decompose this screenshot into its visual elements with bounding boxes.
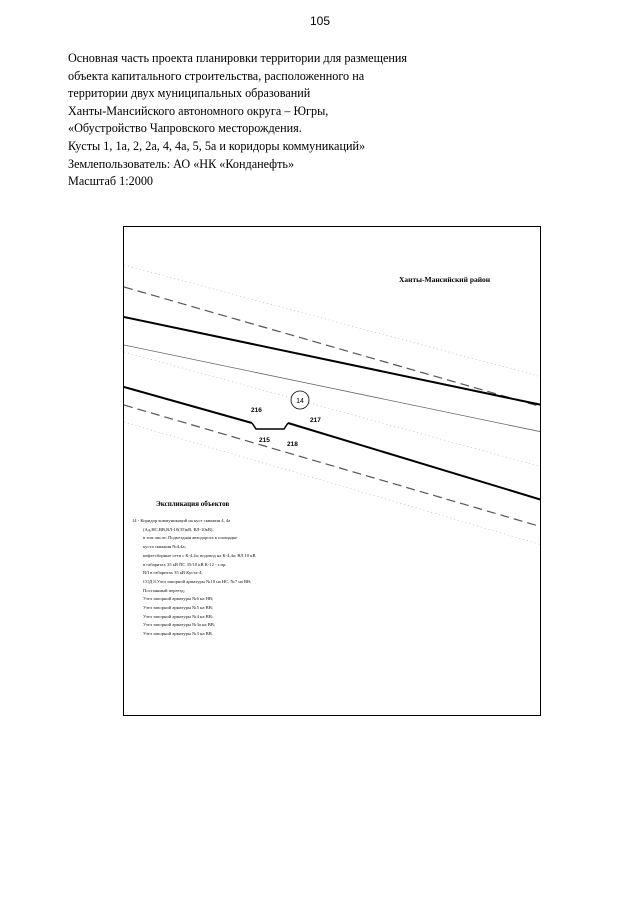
map-drawing bbox=[124, 227, 541, 716]
corridor-boundary-bottom-left bbox=[124, 387, 252, 423]
legend-line: ВЛ в габаритах 35 кВ Куста-4; bbox=[143, 570, 203, 576]
header-line: объекта капитального строительства, расположенного на bbox=[68, 68, 365, 83]
corridor-boundary-bottom-right bbox=[288, 423, 541, 500]
point-label-216: 216 bbox=[251, 407, 262, 414]
document-header bbox=[68, 50, 538, 191]
corridor-jog bbox=[252, 423, 288, 429]
point-label-215: 215 bbox=[259, 437, 270, 444]
point-label-218: 218 bbox=[287, 441, 298, 448]
legend-line: нефтесборные сети с К-4,4а; водовод на К-4,4а; ВЛ 10 кВ bbox=[143, 552, 256, 558]
legend-line: Постоянный переезд; bbox=[143, 587, 185, 593]
header-line: Основная часть проекта планировки территории для размещения bbox=[68, 51, 408, 65]
object-marker-label: 14 bbox=[296, 398, 304, 405]
header-line: «Обустройство Чапровского месторождения. bbox=[68, 121, 302, 136]
point-label-217: 217 bbox=[310, 417, 321, 424]
header-line: территории двух муниципальных образований bbox=[68, 86, 311, 101]
legend-line: Узел запорной арматуры №6 на НВ; bbox=[143, 596, 214, 602]
dashed-boundary-top bbox=[124, 287, 541, 407]
header-line: Землепользователь: АО «НК «Конданефть» bbox=[68, 156, 295, 171]
legend-line: в том числе: Подъездная автодорога к площадке bbox=[143, 535, 238, 541]
legend-line: Узел запорной арматуры №3а на ВВ; bbox=[143, 622, 216, 628]
legend-list bbox=[132, 517, 256, 639]
legend-line: в габаритах 35 кВ ПС 35/10 кВ К-12 - т.пр. bbox=[143, 561, 227, 567]
region-label: Ханты-Мансийский район bbox=[399, 275, 491, 284]
legend-title: Экспликация объектов bbox=[156, 500, 230, 508]
header-line: Кусты 1, 1а, 2, 2а, 4, 4а, 5, 5а и коридоры коммуникаций» bbox=[68, 138, 366, 153]
legend-line: Узел запорной арматуры №4 на ВВ; bbox=[143, 613, 214, 619]
dotted-feature bbox=[124, 352, 541, 467]
header-line: Масштаб 1:2000 bbox=[68, 174, 154, 189]
legend-line: (Ад,НС,ВВ,ВЛ-10(35)кВ, ВЛ-10кВ), bbox=[143, 526, 214, 532]
corridor-boundary-top bbox=[124, 317, 541, 405]
page-number: 105 bbox=[309, 14, 331, 28]
legend-line: СОД 8.Узел запорной арматуры №10 на НС, №7 на ВВ; bbox=[143, 578, 252, 584]
legend-line: куста скважин №4,4а; bbox=[143, 544, 186, 550]
map-frame bbox=[123, 226, 541, 716]
dashed-boundary-bottom bbox=[124, 405, 541, 527]
legend-line: Узел запорной арматуры №3 на ВВ. bbox=[143, 631, 213, 637]
legend-line: 14 - Коридор коммуникаций на куст скважин 4, 4а bbox=[132, 518, 231, 523]
legend-line: Узел запорной арматуры №5 на ВВ; bbox=[143, 605, 214, 611]
header-line: Ханты-Мансийского автономного округа – Югры, bbox=[68, 103, 329, 118]
